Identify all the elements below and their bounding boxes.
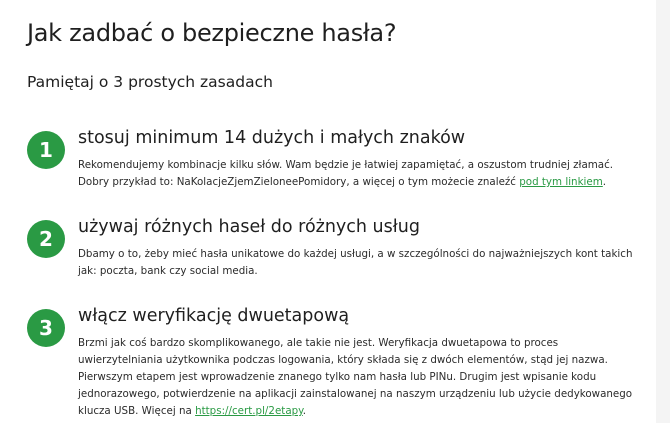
step-title: włącz weryfikację dwuetapową	[78, 306, 350, 326]
steps-list	[27, 127, 656, 420]
step-description	[78, 157, 643, 191]
step-content	[78, 305, 643, 420]
step-number-badge: 2	[27, 220, 65, 258]
step-description: Dbamy o to, żeby mieć hasła unikatowe do każdej usługi, a w szczególności do najważniejszych kont takich jak: poczta, bank czy social media.	[78, 248, 633, 277]
step-content	[78, 127, 643, 191]
step-item-3	[27, 305, 656, 420]
step-item-1	[27, 127, 656, 191]
step-description-text: Brzmi jak coś bardzo skomplikowanego, ale takie nie jest. Weryfikacja dwuetapowa to proces uwierzytelniania użytkownika podczas logowania, który składa się z dwóch elementów, stąd jej nazwa. Pierwszym etapem jest wprowadzenie znanego tylko nam hasła lub PINu. Drugim jest wpisanie kodu jednorazowego, potwierdzenie na aplikacji zainstalowanej na naszym urządzeniu lub użycie dedykowanego klucza USB. Więcej na	[78, 337, 633, 417]
step-description	[78, 335, 643, 420]
page-subtitle: Pamiętaj o 3 prostych zasadach	[27, 73, 273, 91]
step-content	[78, 216, 643, 280]
sentence-end: .	[302, 405, 307, 417]
page-edge	[656, 0, 670, 423]
step-number-badge: 3	[27, 309, 65, 347]
page-title: Jak zadbać o bezpieczne hasła?	[27, 19, 397, 47]
more-info-link[interactable]: pod tym linkiem	[519, 176, 603, 188]
step-title: stosuj minimum 14 dużych i małych znaków	[78, 128, 466, 148]
step-item-2	[27, 216, 656, 280]
sentence-end: .	[602, 176, 607, 188]
step-description-text: Rekomendujemy kombinacje kilku słów. Wam będzie je łatwiej zapamiętać, a oszustom trudniej złamać. Dobry przykład to: NaKolacjeZjemZieloneePomidory, a więcej o tym możecie znaleźć	[78, 159, 614, 188]
step-number-badge: 1	[27, 131, 65, 169]
step-title: używaj różnych haseł do różnych usług	[78, 217, 420, 237]
cert-link[interactable]: https://cert.pl/2etapy	[195, 405, 303, 417]
